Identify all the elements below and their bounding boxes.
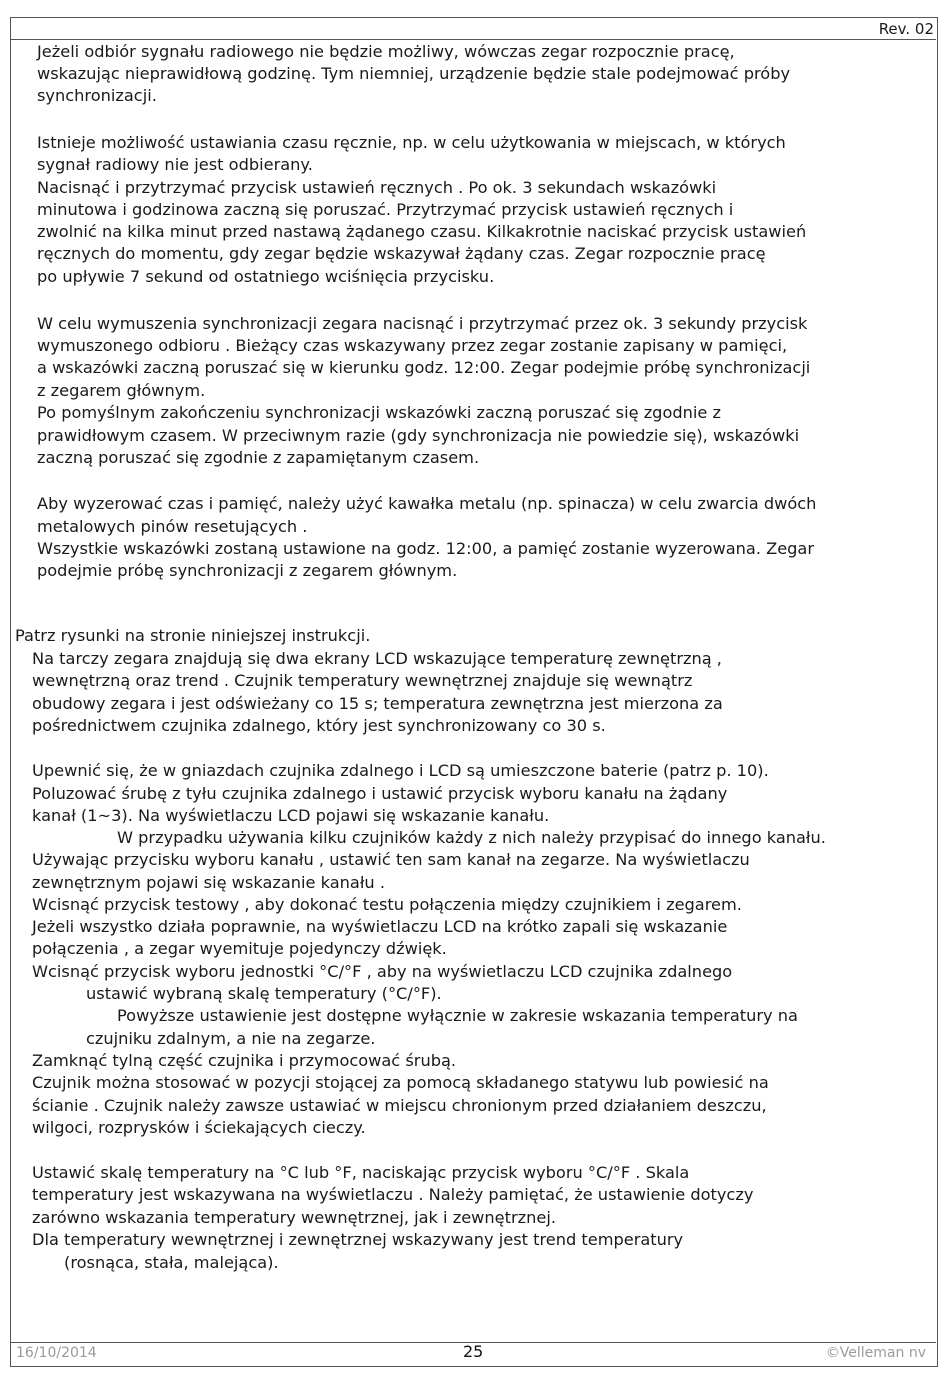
text-line: Wcisnąć przycisk testowy , aby dokonać testu połączenia między czujnikiem i zegarem. bbox=[32, 895, 742, 914]
text-line: z zegarem głównym. bbox=[37, 381, 206, 400]
text-line: Ustawić skalę temperatury na °C lub °F, naciskając przycisk wyboru °C/°F . Skala bbox=[32, 1163, 690, 1182]
text-line: Poluzować śrubę z tyłu czujnika zdalnego i ustawić przycisk wyboru kanału na żądany bbox=[32, 784, 728, 803]
text-line: czujniku zdalnym, a nie na zegarze. bbox=[86, 1029, 376, 1048]
text-line: Jeżeli wszystko działa poprawnie, na wyświetlaczu LCD na krótko zapali się wskazanie bbox=[32, 917, 728, 936]
text-line: W przypadku używania kilku czujników każdy z nich należy przypisać do innego kanału. bbox=[117, 828, 826, 847]
text-line: po upływie 7 sekund od ostatniego wciśnięcia przycisku. bbox=[37, 267, 495, 286]
text-line: wilgoci, rozprysków i ściekających cieczy. bbox=[32, 1118, 366, 1137]
text-line: podejmie próbę synchronizacji z zegarem głównym. bbox=[37, 561, 458, 580]
text-line: Wszystkie wskazówki zostaną ustawione na godz. 12:00, a pamięć zostanie wyzerowana. Zegar bbox=[37, 539, 815, 558]
text-line: Powyższe ustawienie jest dostępne wyłącznie w zakresie wskazania temperatury na bbox=[117, 1006, 798, 1025]
text-line: Patrz rysunki na stronie niniejszej instrukcji. bbox=[15, 626, 371, 645]
text-line: W celu wymuszenia synchronizacji zegara nacisnąć i przytrzymać przez ok. 3 sekundy przycisk bbox=[37, 314, 808, 333]
text-line: Aby wyzerować czas i pamięć, należy użyć kawałka metalu (np. spinacza) w celu zwarcia dwóch bbox=[37, 494, 817, 513]
text-line: ustawić wybraną skalę temperatury (°C/°F). bbox=[86, 984, 442, 1003]
text-line: wskazując nieprawidłową godzinę. Tym niemniej, urządzenie będzie stale podejmować próby bbox=[37, 64, 791, 83]
footer-copyright: ©Velleman nv bbox=[825, 1345, 926, 1361]
text-line: Po pomyślnym zakończeniu synchronizacji wskazówki zaczną poruszać się zgodnie z bbox=[37, 403, 721, 422]
text-line: minutowa i godzinowa zaczną się poruszać. Przytrzymać przycisk ustawień ręcznych i bbox=[37, 200, 734, 219]
text-line: kanał (1~3). Na wyświetlaczu LCD pojawi się wskazanie kanału. bbox=[32, 806, 550, 825]
text-line: połączenia , a zegar wyemituje pojedynczy dźwięk. bbox=[32, 939, 447, 958]
text-line: Używając przycisku wyboru kanału , ustawić ten sam kanał na zegarze. Na wyświetlaczu bbox=[32, 850, 750, 869]
text-line: temperatury jest wskazywana na wyświetlaczu . Należy pamiętać, że ustawienie dotyczy bbox=[32, 1185, 754, 1204]
text-line: sygnał radiowy nie jest odbierany. bbox=[37, 155, 313, 174]
page-number: 25 bbox=[463, 1342, 484, 1361]
text-line: prawidłowym czasem. W przeciwnym razie (gdy synchronizacja nie powiedzie się), wskazówki bbox=[37, 426, 800, 445]
text-line: zwolnić na kilka minut przed nastawą żądanego czasu. Kilkakrotnie naciskać przycisk ustawień bbox=[37, 222, 807, 241]
text-line: metalowych pinów resetujących . bbox=[37, 517, 308, 536]
text-line: zaczną poruszać się zgodnie z zapamiętanym czasem. bbox=[37, 448, 480, 467]
text-line: (rosnąca, stała, malejąca). bbox=[64, 1253, 279, 1272]
text-line: pośrednictwem czujnika zdalnego, który jest synchronizowany co 30 s. bbox=[32, 716, 606, 735]
text-line: ręcznych do momentu, gdy zegar będzie wskazywał żądany czas. Zegar rozpocznie pracę bbox=[37, 244, 766, 263]
text-line: Istnieje możliwość ustawiania czasu ręcznie, np. w celu użytkowania w miejscach, w których bbox=[37, 133, 786, 152]
text-line: Zamknąć tylną część czujnika i przymocować śrubą. bbox=[32, 1051, 457, 1070]
text-line: zarówno wskazania temperatury wewnętrznej, jak i zewnętrznej. bbox=[32, 1208, 556, 1227]
text-line: Nacisnąć i przytrzymać przycisk ustawień ręcznych . Po ok. 3 sekundach wskazówki bbox=[37, 178, 717, 197]
text-line: Na tarczy zegara znajdują się dwa ekrany LCD wskazujące temperaturę zewnętrzną , bbox=[32, 649, 722, 668]
text-line: Czujnik można stosować w pozycji stojącej za pomocą składanego statywu lub powiesić na bbox=[32, 1073, 769, 1092]
text-line: a wskazówki zaczną poruszać się w kierunku godz. 12:00. Zegar podejmie próbę synchronizacji bbox=[37, 358, 811, 377]
text-line: Wcisnąć przycisk wyboru jednostki °C/°F , aby na wyświetlaczu LCD czujnika zdalnego bbox=[32, 962, 733, 981]
text-line: Jeżeli odbiór sygnału radiowego nie będzie możliwy, wówczas zegar rozpocznie pracę, bbox=[37, 42, 735, 61]
footer-date: 16/10/2014 bbox=[16, 1345, 97, 1361]
revision-label: Rev. 02 bbox=[878, 20, 934, 38]
text-line: Upewnić się, że w gniazdach czujnika zdalnego i LCD są umieszczone baterie (patrz p. 10). bbox=[32, 761, 769, 780]
text-line: Dla temperatury wewnętrznej i zewnętrznej wskazywany jest trend temperatury bbox=[32, 1230, 684, 1249]
text-line: obudowy zegara i jest odświeżany co 15 s; temperatura zewnętrzna jest mierzona za bbox=[32, 694, 723, 713]
text-line: ścianie . Czujnik należy zawsze ustawiać w miejscu chronionym przed działaniem deszczu, bbox=[32, 1096, 767, 1115]
text-line: zewnętrznym pojawi się wskazanie kanału . bbox=[32, 873, 385, 892]
header-divider bbox=[10, 39, 936, 40]
text-line: synchronizacji. bbox=[37, 86, 157, 105]
text-line: wewnętrzną oraz trend . Czujnik temperatury wewnętrznej znajduje się wewnątrz bbox=[32, 671, 693, 690]
text-line: wymuszonego odbioru . Bieżący czas wskazywany przez zegar zostanie zapisany w pamięci, bbox=[37, 336, 788, 355]
